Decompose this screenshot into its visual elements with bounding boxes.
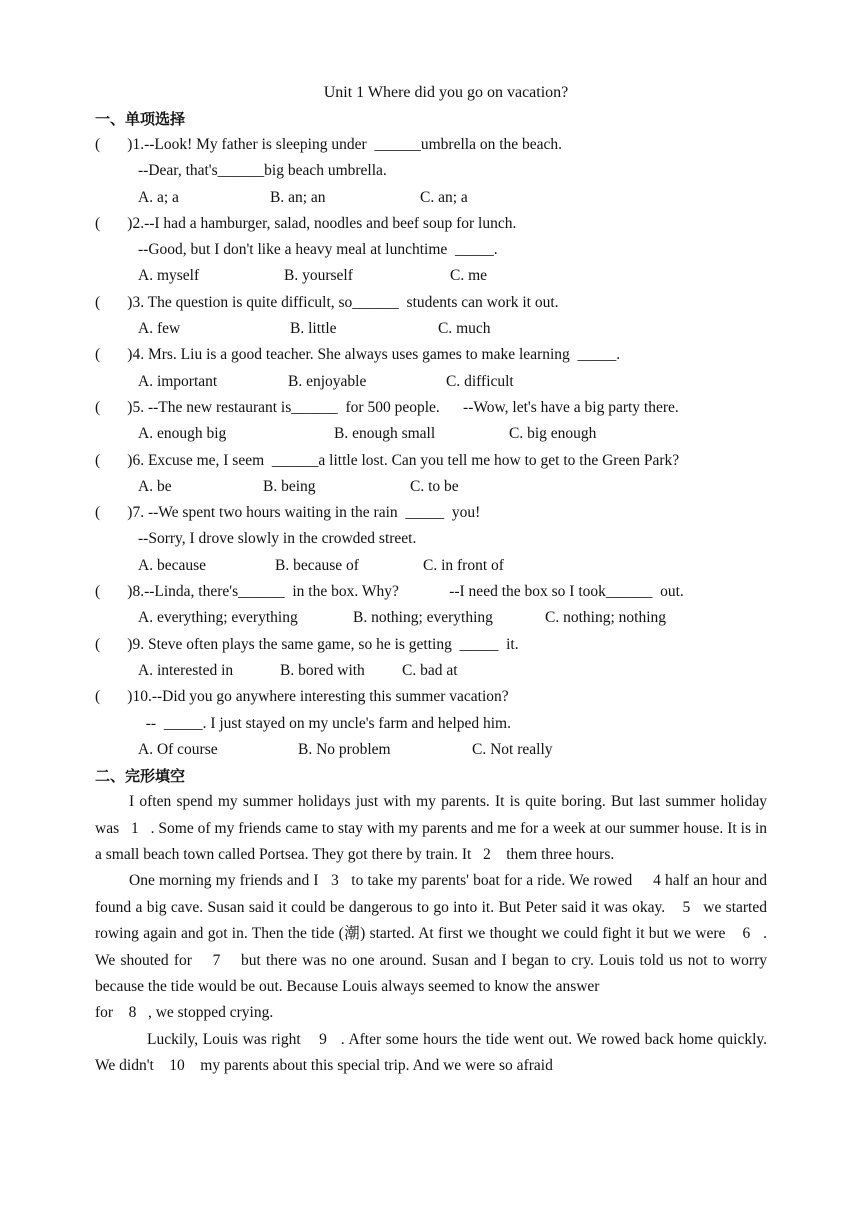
question-options — [95, 553, 767, 579]
option-a: A. Of course — [138, 740, 218, 758]
option-a: A. be — [138, 477, 172, 495]
question-stem: ( )5. --The new restaurant is______ for 500 people. --Wow, let's have a big party there. — [95, 398, 679, 416]
section-heading-cloze: 二、完形填空 — [95, 767, 186, 786]
option-a: A. myself — [138, 267, 200, 285]
option-c: C. an; a — [420, 188, 468, 206]
option-c: C. bad at — [402, 661, 458, 679]
question-options — [95, 421, 767, 447]
option-a: A. a; a — [138, 188, 179, 206]
option-b: B. little — [290, 320, 337, 338]
option-c: C. me — [450, 267, 488, 285]
question-options — [95, 474, 767, 500]
question-options — [95, 369, 767, 395]
question-options — [95, 737, 767, 763]
section-heading-choice: 一、单项选择 — [95, 110, 186, 128]
option-a: A. enough big — [138, 425, 227, 443]
option-c: C. to be — [410, 477, 459, 495]
question-options — [95, 263, 767, 289]
page-title: Unit 1 Where did you go on vacation? — [323, 84, 569, 101]
cloze-passage — [95, 789, 767, 1079]
passage-paragraph-1: I often spend my summer holidays just with my parents. It is quite boring. But last summer holiday was 1 . Some of my friends came to stay with my parents and me for a week at our summer house. It is in a small beach town called Portsea. They got there by train. It 2 them three hours. — [95, 793, 767, 863]
question-line: -- _____. I just stayed on my uncle's farm and helped him. — [138, 714, 511, 732]
question-options — [95, 605, 767, 631]
question-stem: ( )6. Excuse me, I seem ______a little lost. Can you tell me how to get to the Green Park? — [95, 451, 680, 469]
option-c: C. difficult — [446, 372, 514, 390]
passage-paragraph-4: Luckily, Louis was right 9 . After some hours the tide went out. We rowed back home quickly. We didn't 10 my parents about this special trip. And we were so afraid — [95, 1030, 767, 1075]
option-b: B. yourself — [284, 267, 353, 285]
option-a: A. interested in — [138, 661, 234, 679]
option-c: C. in front of — [423, 556, 504, 574]
passage-paragraph-3: for 8 , we stopped crying. — [95, 1004, 274, 1022]
question-stem: ( )4. Mrs. Liu is a good teacher. She always uses games to make learning _____. — [95, 346, 621, 364]
question-options — [95, 316, 767, 342]
question-options — [95, 185, 767, 211]
question-stem: ( )1.--Look! My father is sleeping under ______umbrella on the beach. — [95, 136, 563, 153]
option-b: B. nothing; everything — [353, 609, 493, 627]
option-b: B. bored with — [280, 661, 365, 679]
option-c: C. Not really — [472, 740, 553, 758]
option-c: C. much — [438, 320, 491, 338]
option-b: B. enjoyable — [288, 372, 367, 390]
question-line: --Dear, that's______big beach umbrella. — [138, 162, 387, 180]
option-b: B. No problem — [298, 740, 391, 758]
option-b: B. an; an — [270, 188, 326, 206]
passage-paragraph-2: One morning my friends and I 3 to take my parents' boat for a ride. We rowed 4 half an hour and found a big cave. Susan said it could be dangerous to go into it. But Peter said it was okay. 5 we started rowing again and got in. Then the tide (潮) started. At first we thought we could fight it but we were 6 . We shouted for 7 but there was no one around. Susan and I began to cry. Louis told us not to worry because the tide would be out. Because Louis always seemed to know the answer — [95, 872, 767, 995]
question-stem: ( )10.--Did you go anywhere interesting this summer vacation? — [95, 688, 509, 706]
option-a: A. few — [138, 320, 181, 338]
question-stem: ( )8.--Linda, there's______ in the box. Why? --I need the box so I took______ out. — [95, 583, 684, 601]
question-stem: ( )3. The question is quite difficult, so______ students can work it out. — [95, 293, 559, 311]
option-a: A. everything; everything — [138, 609, 298, 627]
question-stem: ( )9. Steve often plays the same game, so he is getting _____ it. — [95, 635, 519, 653]
question-options — [95, 658, 767, 684]
option-a: A. because — [138, 556, 206, 574]
option-b: B. because of — [275, 556, 359, 574]
question-line: --Good, but I don't like a heavy meal at lunchtime _____. — [138, 241, 498, 259]
question-stem: ( )7. --We spent two hours waiting in the rain _____ you! — [95, 504, 481, 522]
question-stem: ( )2.--I had a hamburger, salad, noodles and beef soup for lunch. — [95, 214, 517, 232]
worksheet-page — [95, 80, 767, 1080]
option-c: C. nothing; nothing — [545, 609, 666, 627]
option-a: A. important — [138, 372, 218, 390]
option-c: C. big enough — [509, 425, 597, 443]
question-line: --Sorry, I drove slowly in the crowded street. — [138, 530, 417, 548]
question-list — [95, 132, 767, 763]
option-b: B. enough small — [334, 425, 436, 443]
option-b: B. being — [263, 477, 316, 495]
